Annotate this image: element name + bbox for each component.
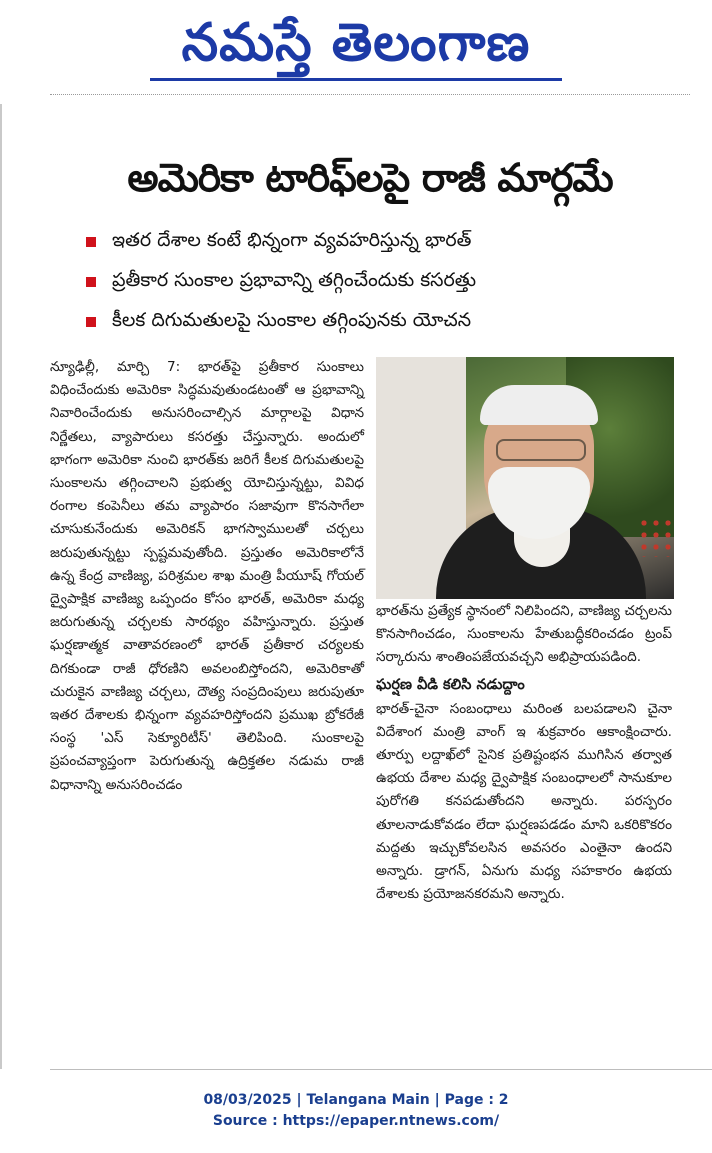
article-body-text: న్యూఢిల్లీ, మార్చి 7: భారత్‌పై ప్రతీకార సుంకాలు విధించేందుకు అమెరికా సిద్ధమవుతుండటంతో ఆ ప్రభావాన్ని నివారించేందుకు అనుసరించాల్సిన మార్గాలపై విధాన నిర్ణేతలు, వ్యాపారులు కసరత్తు చేస్తున్నారు. అందులో భాగంగా అమెరికా నుంచి భారత్‌కు జరిగే కీలక దిగుమతులపై సుంకాలను తగ్గించాలని ప్రభుత్వ యోచిస్తున్నట్టు, వివిధ రంగాల కంపెనీలు తమ వ్యాపారం సజావుగా కొనసాగేలా చూసుకునేందుకు అమెరికన్ భాగస్వాములతో చర్చలు జరుపుతున్నట్టు స్పష్టమవుతోంది. ప్రస్తుతం అమెరికాలోనే ఉన్న కేంద్ర వాణిజ్య, పరిశ్రమల శాఖ మంత్రి పీయూష్ గోయల్ ద్వైపాక్షిక వాణిజ్య ఒప్పందం కోసం భారత్, అమెరికా మధ్య జరుగుతున్న చర్చలకు సారథ్యం వహిస్తున్నారు. ప్రస్తుత ఘర్షణాత్మక వాతావరణంలో భారత్ ప్రతీకార చర్యలకు దిగకుండా రాజీ ధోరణిని అవలంబిస్తోందని, అమెరికాతో చురుకైన వాణిజ్య చర్చలు, దౌత్య సంప్రదింపులు జరుపుతూ ఇతర దేశాలకు భిన్నంగా వ్యవహరిస్తోందని ప్రముఖ బ్రోకరేజీ సంస్థ 'ఎస్ సెక్యూరిటీస్' తెలిపింది. సుంకాలపై ప్రపంచవ్యాప్తంగా పెరుగుతున్న ఉద్రిక్తతల నడుమ రాజీ విధానాన్ని అనుసరించడం <box>50 359 364 793</box>
summary-bullet <box>86 262 686 302</box>
article-body-text: భారత్-చైనా సంబంధాలు మరింత బలపడాలని చైనా విదేశాంగ మంత్రి వాంగ్ ఇ శుక్రవారం ఆకాంక్షించారు. తూర్పు లద్దాఖ్‌లో సైనిక ప్రతిష్టంభన ముగిసిన తర్వాత ఉభయ దేశాల మధ్య ద్వైపాక్షిక సంబంధాలలో సానుకూల పురోగతి కనపడుతోందని అన్నారు. పరస్పరం తూలనాడుకోవడం లేదా ఘర్షణపడడం మాని ఒకరికొకరం మద్దతు ఇచ్చుకోవలసిన అవసరం ఎంతైనా ఉందని అన్నారు. డ్రాగన్, ఏనుగు మధ్య సహకారం ఉభయ దేశాలకు ప్రయోజనకరమని అన్నారు. <box>376 700 672 903</box>
cut-off-previous-article <box>50 94 690 105</box>
masthead-title: నమస్తే తెలంగాణ <box>181 13 531 73</box>
masthead-underline <box>150 78 562 81</box>
article-body-right-column <box>376 600 672 906</box>
article-body-text: భారత్‌ను ప్రత్యేక స్థానంలో నిలిపిందని, వాణిజ్య చర్చలను కొనసాగించడం, సుంకాలను హేతుబద్ధీకరించడం ట్రంప్ సర్కారును శాంతింపజేయవచ్చని అభిప్రాయపడింది. <box>376 603 672 666</box>
red-square-bullet-icon <box>86 277 96 287</box>
article-headline: అమెరికా టారిఫ్‌లపై రాజీ మార్గమే <box>127 156 613 201</box>
summary-bullet <box>86 302 686 342</box>
article-body-left-column <box>50 356 364 797</box>
source-link[interactable]: Source : https://epaper.ntnews.com/ <box>212 1113 500 1129</box>
news-photo <box>376 357 674 599</box>
summary-bullet-text: ఇతర దేశాల కంటే భిన్నంగా వ్యవహరిస్తున్న భారత్ <box>112 228 472 251</box>
page-footer <box>0 1090 712 1132</box>
summary-bullet-text: కీలక దిగుమతులపై సుంకాల తగ్గింపునకు యోచన <box>112 308 472 331</box>
summary-bullets <box>86 222 686 342</box>
summary-bullet <box>86 222 686 262</box>
red-square-bullet-icon <box>86 317 96 327</box>
summary-bullet-text: ప్రతీకార సుంకాల ప్రభావాన్ని తగ్గించేందుకు కసరత్తు <box>112 268 477 291</box>
edition-info: 08/03/2025 | Telangana Main | Page : 2 <box>203 1092 509 1108</box>
red-square-bullet-icon <box>86 237 96 247</box>
page-left-rule <box>0 104 2 1069</box>
footer-divider <box>50 1069 712 1070</box>
article-subhead: ఘర్షణ వీడి కలిసి నడుద్దాం <box>376 676 525 693</box>
